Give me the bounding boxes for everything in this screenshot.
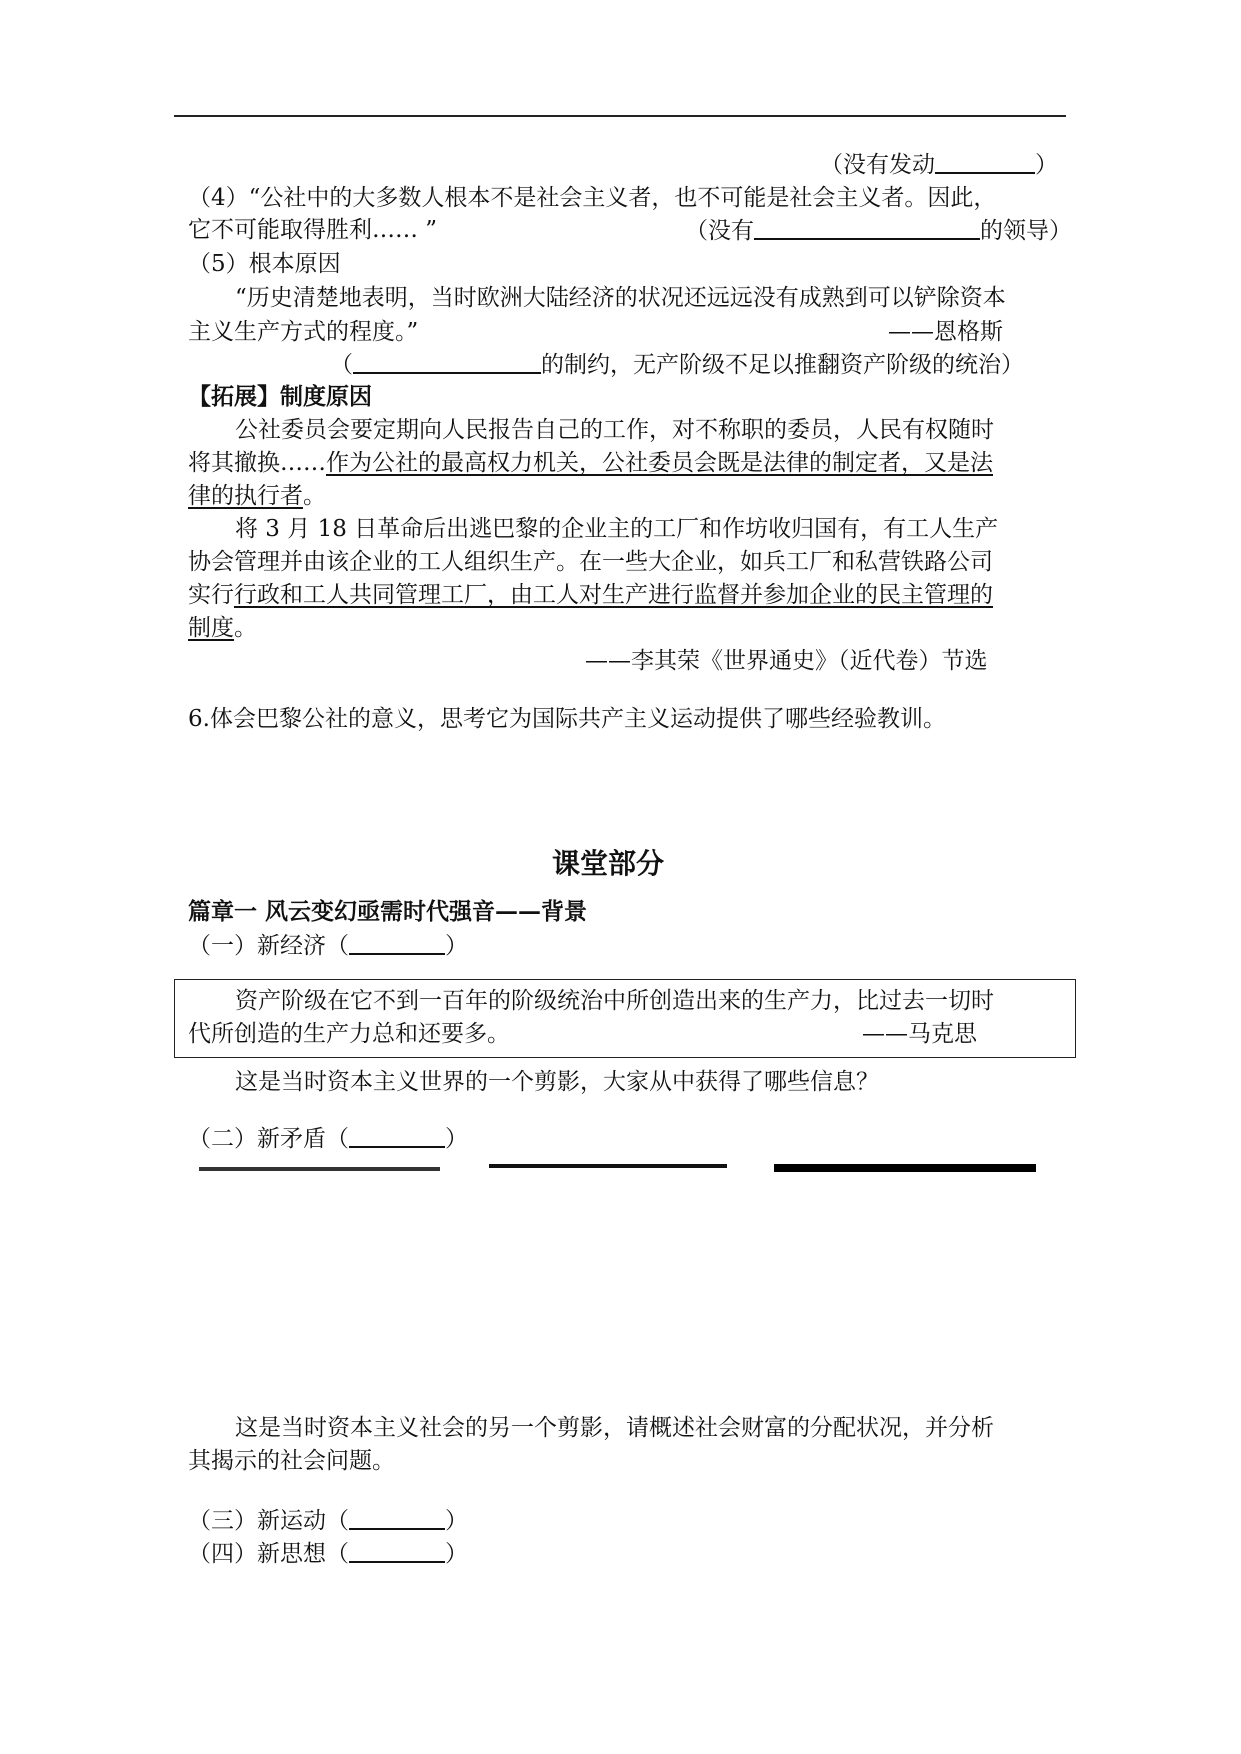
- question-2-line1: 这是当时资本主义社会的另一个剪影，请概述社会财富的分配状况，并分析: [235, 1415, 994, 1441]
- ext-para1-line2: 将其撤换……作为公社的最高权力机关，公社委员会既是法律的制定者，又是法: [188, 450, 993, 476]
- question-6: 6.体会巴黎公社的意义，思考它为国际共产主义运动提供了哪些经验教训。: [188, 706, 946, 732]
- ext-para2-line2: 协会管理并由该企业的工人组织生产。在一些大企业，如兵工厂和私营铁路公司: [188, 549, 993, 575]
- section-title: 课堂部分: [552, 847, 665, 880]
- blank-leadership[interactable]: [754, 214, 980, 240]
- blank-new-contradiction[interactable]: [349, 1122, 445, 1148]
- item-new-movement: （三）新运动（ ）: [188, 1504, 468, 1537]
- p5-quote-source: ——恩格斯: [888, 319, 1003, 345]
- item-new-thought: （四）新思想（ ）: [188, 1537, 468, 1570]
- divider-bar-3: [774, 1164, 1036, 1172]
- marx-quote-line2: 代所创造的生产力总和还要多。: [188, 1021, 510, 1047]
- marx-quote-line1: 资产阶级在它不到一百年的阶级统治中所创造出来的生产力，比过去一切时: [235, 988, 994, 1014]
- extension-heading: 【拓展】制度原因: [188, 383, 372, 410]
- ext-para2-line1: 将 3 月 18 日革命后出逃巴黎的企业主的工厂和作坊收归国有，有工人生产: [235, 516, 999, 542]
- question-1: 这是当时资本主义世界的一个剪影，大家从中获得了哪些信息？: [235, 1069, 879, 1095]
- blank-economy[interactable]: [353, 348, 541, 374]
- question-2-line2: 其揭示的社会问题。: [188, 1448, 395, 1474]
- ext-para1-line1: 公社委员会要定期向人民报告自己的工作，对不称职的委员，人民有权随时: [235, 417, 994, 443]
- chapter1-heading: 篇章一 风云变幻亟需时代强音——背景: [188, 898, 588, 925]
- p4-line2: 它不可能取得胜利…… ”: [188, 217, 438, 243]
- ext-para2-line3: 实行行政和工人共同管理工厂，由工人对生产进行监督并参加企业的民主管理的: [188, 582, 993, 608]
- answer-line-mobilize: （没有发动 ）: [820, 148, 1058, 181]
- divider-bar-1: [199, 1167, 440, 1171]
- blank-mobilize[interactable]: [935, 148, 1035, 174]
- ext-source: ——李其荣《世界通史》（近代卷）节选: [585, 648, 988, 674]
- divider-bar-2: [489, 1164, 727, 1168]
- item-new-economy: （一）新经济（ ）: [188, 929, 468, 962]
- blank-new-economy[interactable]: [349, 929, 445, 955]
- ext-para2-line4: 制度。: [188, 615, 257, 641]
- item-new-contradiction: （二）新矛盾（ ）: [188, 1122, 468, 1155]
- blank-new-movement[interactable]: [349, 1504, 445, 1530]
- p5-quote-line1: “历史清楚地表明，当时欧洲大陆经济的状况还远远没有成熟到可以铲除资本: [235, 285, 1006, 311]
- p5-quote-line2: 主义生产方式的程度。”: [188, 319, 419, 345]
- header-rule: [174, 115, 1066, 117]
- answer-line-leadership: （没有 的领导）: [685, 214, 1072, 247]
- p4-line1: （4）“公社中的大多数人根本不是社会主义者，也不可能是社会主义者。因此，: [188, 185, 997, 211]
- answer-line-economy: （ 的制约，无产阶级不足以推翻资产阶级的统治）: [330, 348, 1024, 381]
- ext-para1-line3: 律的执行者。: [188, 483, 326, 509]
- blank-new-thought[interactable]: [349, 1537, 445, 1563]
- marx-quote-source: ——马克思: [862, 1021, 977, 1047]
- p5-heading: （5）根本原因: [188, 251, 341, 277]
